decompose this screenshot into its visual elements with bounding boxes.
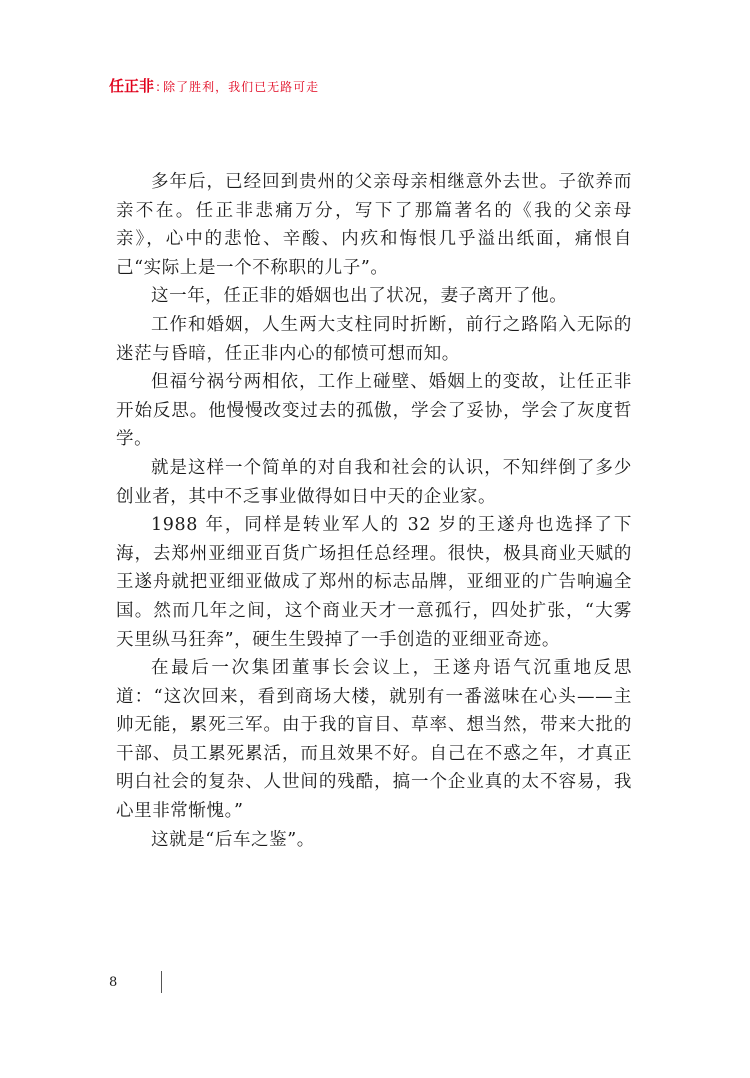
paragraph: 这就是“后车之鉴”。 — [151, 829, 315, 850]
paragraph: 工作和婚姻，人生两大支柱同时折断，前行之路陷入无际的迷茫与昏暗，任正非内心的郁愤可想而知。 — [116, 314, 632, 364]
header-separator: : — [156, 80, 161, 94]
paragraph: 在最后一次集团董事长会议上，王遂舟语气沉重地反思道：“这次回来，看到商场大楼，就别有一番滋味在心头——主帅无能，累死三军。由于我的盲目、草率、想当然，带来大批的干部、员工累死累活，而且效果不好。自己在不惑之年，才真正明白社会的复杂、人世间的残酷，搞一个企业真的太不容易，我心里非常惭愧。” — [116, 658, 632, 822]
running-header — [109, 76, 319, 97]
book-subtitle: 除了胜利，我们已无路可走 — [163, 80, 320, 94]
page-body — [116, 168, 632, 854]
page-footer — [109, 971, 162, 993]
footer-divider — [161, 971, 162, 993]
book-title: 任正非 — [109, 77, 155, 95]
paragraph: 就是这样一个简单的对自我和社会的认识，不知绊倒了多少创业者，其中不乏事业做得如日中天的企业家。 — [116, 457, 632, 507]
paragraph: 多年后，已经回到贵州的父亲母亲相继意外去世。子欲养而亲不在。任正非悲痛万分，写下了那篇著名的《我的父亲母亲》，心中的悲怆、辛酸、内疚和悔恨几乎溢出纸面，痛恨自己“实际上是一个不称职的儿子”。 — [116, 172, 632, 278]
paragraph: 这一年，任正非的婚姻也出了状况，妻子离开了他。 — [151, 286, 568, 307]
paragraph: 1988 年，同样是转业军人的 32 岁的王遂舟也选择了下海，去郑州亚细亚百货广场担任总经理。很快，极具商业天赋的王遂舟就把亚细亚做成了郑州的标志品牌，亚细亚的广告响遍全国。然而几年之间，这个商业天才一意孤行，四处扩张，“大雾天里纵马狂奔”，硬生生毁掉了一手创造的亚细亚奇迹。 — [116, 515, 632, 650]
paragraph: 但福兮祸兮两相依，工作上碰壁、婚姻上的变故，让任正非开始反思。他慢慢改变过去的孤傲，学会了妥协，学会了灰度哲学。 — [116, 372, 632, 450]
page-number: 8 — [109, 974, 118, 990]
